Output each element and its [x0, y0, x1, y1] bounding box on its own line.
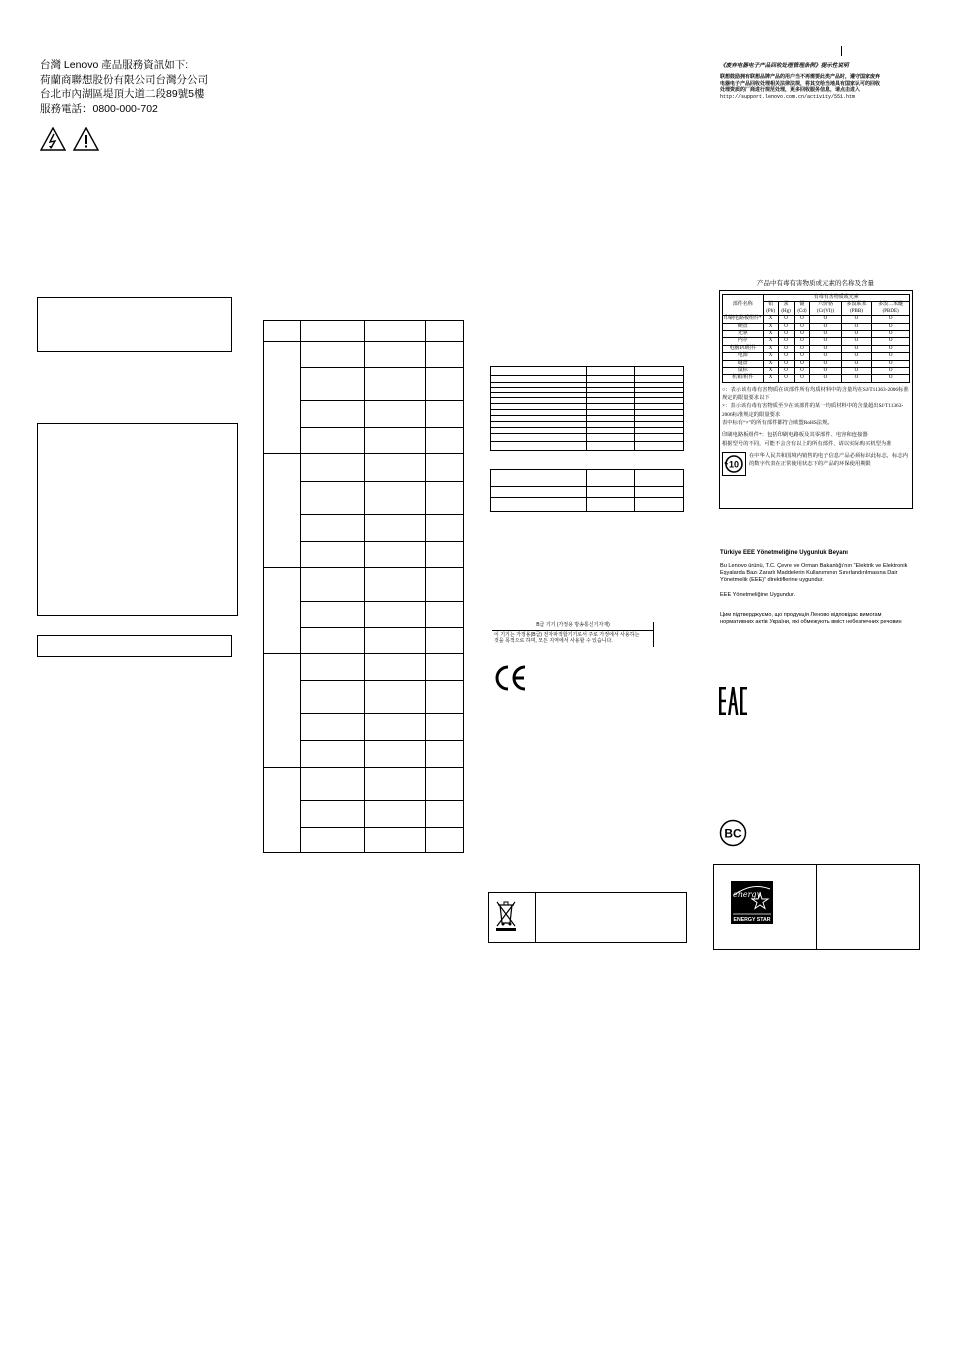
rohs-cell-value: O [778, 375, 794, 382]
crop-mark [841, 46, 842, 56]
electric-shock-warning-icon [40, 127, 66, 151]
rohs-cell-value: O [794, 345, 810, 352]
rohs-cell-value: O [810, 345, 841, 352]
rohs-part-name: 印刷电路板组件* [724, 316, 762, 322]
rohs-cell-value: X [763, 331, 778, 338]
rohs-cell-value: O [872, 360, 910, 367]
rohs-substance-header: 镉(Cd) [794, 302, 810, 316]
rohs-row [723, 375, 910, 382]
rohs-note-mark: 表中标有“×”的所有部件都符合欧盟RoHS法规。 [722, 420, 833, 427]
rohs-cell-value: O [778, 338, 794, 345]
rohs-row [723, 353, 910, 360]
taiwan-line-4: 服務電話：0800-000-702 [40, 102, 158, 115]
rohs-cell-value: O [872, 316, 910, 323]
rohs-header-part: 部件名称 [723, 295, 764, 316]
rohs-cell-value: O [778, 368, 794, 375]
energy-star-divider [816, 864, 817, 950]
rohs-row [723, 338, 910, 345]
rohs-cell-value: O [841, 360, 872, 367]
korea-class-b-notice [492, 622, 654, 647]
empty-grid-table [263, 320, 464, 853]
rohs-cell-value: X [763, 353, 778, 360]
rohs-cell-value: O [778, 345, 794, 352]
rohs-part-name: 电源 [723, 353, 764, 360]
empty-frame-top [37, 297, 232, 352]
turkey-title: Türkiye EEE Yönetmeliğine Uygunluk Beyanı [720, 550, 848, 556]
rohs-cell-value: O [778, 353, 794, 360]
rohs-part-name: 电脑I/O附件 [723, 345, 764, 352]
taiwan-line-1: 台灣 Lenovo 產品服務資訊如下: [40, 59, 189, 71]
rohs-cell-value: O [841, 338, 872, 345]
eac-mark-icon [719, 687, 747, 715]
rohs-cell-value: O [841, 375, 872, 382]
china-recycling-notice [720, 63, 890, 100]
china-recycling-line-2: 电器电子产品回收处理相关法律法规，将其交给当地具有国家认可的回收 [720, 80, 881, 87]
rohs-note-o: ○：表示该有毒有害物质在该部件所有均质材料中的含量均在SJ/T11363-2006标准规定的限量要求以下 [722, 386, 909, 402]
rohs-substance-header: 多溴联苯 (PBB) [841, 302, 872, 316]
rohs-part-name: 键盘 [723, 360, 764, 367]
rohs-part-name: 鼠标 [723, 368, 764, 375]
rohs-cell-value: X [763, 316, 778, 323]
rohs-title: 产品中有毒有害物质或元素的名称及含量 [757, 280, 874, 287]
rohs-cell-value: X [763, 360, 778, 367]
rohs-header-group: 有毒有害物质或元素 [763, 295, 909, 302]
caution-warning-icon [73, 127, 99, 151]
rohs-cell-value: O [794, 368, 810, 375]
rohs-cell-value: O [841, 368, 872, 375]
energy-star-label: ENERGY STAR [733, 917, 771, 923]
rohs-cell-value: O [778, 331, 794, 338]
empty-frame-bottom [37, 635, 232, 657]
bc-mark-text: BC [724, 826, 742, 841]
rohs-row [723, 345, 910, 352]
rohs-row [723, 323, 910, 330]
rohs-cell-value: O [810, 338, 841, 345]
korea-body-line-1: 이 기기는 가정용(B급) 전자파적합기기로서 주로 가정에서 사용하는 [494, 631, 640, 638]
rohs-row [723, 360, 910, 367]
rohs-cell-value: O [794, 316, 810, 323]
rohs-cell-value: O [810, 316, 841, 323]
china-recycling-line-1: 联想鼓励拥有联想品牌产品的用户当不再需要此类产品时，遵守国家废弃 [720, 74, 881, 80]
turkey-paragraph: Bu Lenovo ürünü, T.C. Çevre ve Orman Bakanlığı’nın “Elektrik ve Elektronik Eşyalarda Bazı Zararlı Maddelerin Kullanımının Sınırlandırılmasına Dair Yönetmelik (EEE)” direktiflerine uygundur. [720, 563, 908, 584]
rohs-cell-value: O [794, 331, 810, 338]
rohs-cell-value: O [794, 375, 810, 382]
korea-body-line-2: 것을 목적으로 하며, 모든 지역에서 사용할 수 있습니다. [494, 638, 613, 644]
rohs-cell-value: O [872, 323, 910, 330]
small-grid-table-2 [490, 469, 684, 512]
rohs-cell-value: O [810, 375, 841, 382]
rohs-efup-text: 在中华人民共和国境内销售的电子信息产品必须标识此标志，标志内的数字代表在正常使用状态下的产品的环保使用期限 [749, 452, 908, 467]
taiwan-line-2: 荷蘭商聯想股份有限公司台灣分公司 [40, 73, 208, 86]
rohs-cell-value: O [872, 375, 910, 382]
rohs-cell-value: O [841, 316, 872, 323]
turkey-conformity: EEE Yönetmeliğine Uygundur. [720, 591, 796, 598]
rohs-cell-value: X [763, 368, 778, 375]
efup-number: 10 [728, 459, 740, 470]
rohs-note-x: ×：表示该有毒有害物质至少在该部件的某一均质材料中的含量超出SJ/T11363-2006标准规定的限量要求 [722, 403, 904, 418]
rohs-cell-value: O [810, 331, 841, 338]
rohs-cell-value: O [810, 323, 841, 330]
china-recycling-url: http://support.lenovo.com.cn/activity/551.htm [720, 93, 856, 100]
energy-script-text: energy [732, 890, 762, 899]
energy-star-logo-icon [731, 881, 773, 924]
rohs-row [723, 368, 910, 375]
rohs-cell-value: O [810, 368, 841, 375]
rohs-cell-value: O [841, 353, 872, 360]
efup-10-icon [722, 452, 746, 476]
rohs-note-diff: 根据型号的不同，可能不会含有以上的所有部件，请以实际购买机型为准 [722, 440, 892, 447]
rohs-cell-value: O [794, 338, 810, 345]
ukraine-paragraph: Цим підтверджуємо, що продукція Леново відповідає вимогам нормативних актів України, які обмежують вміст небезпечних речовин [720, 611, 902, 626]
rohs-cell-value: O [778, 316, 794, 323]
rohs-cell-value: O [810, 353, 841, 360]
weee-crossed-bin-icon [494, 898, 518, 932]
rohs-part-name: 硬盘 [723, 323, 764, 330]
taiwan-service-info [40, 58, 208, 116]
rohs-cell-value: O [794, 353, 810, 360]
rohs-cell-value: X [763, 375, 778, 382]
rohs-cell-value: X [763, 323, 778, 330]
rohs-frame [719, 290, 913, 509]
rohs-cell-value: O [872, 331, 910, 338]
rohs-row [723, 316, 910, 323]
rohs-cell-value: O [778, 360, 794, 367]
rohs-cell-value: O [872, 338, 910, 345]
bc-mark-icon [719, 819, 747, 847]
rohs-cell-value: O [810, 360, 841, 367]
rohs-cell-value: O [841, 323, 872, 330]
weee-divider [535, 892, 536, 943]
empty-frame-middle [37, 423, 238, 616]
rohs-part-name: 内存 [723, 338, 764, 345]
turkey-eee-declaration [720, 550, 910, 626]
small-grid-table-1 [490, 366, 684, 451]
rohs-row [723, 331, 910, 338]
rohs-note-pcb: 印刷电路板组件*：包括印刷电路板及其零部件、电容和连接器 [722, 432, 868, 439]
ce-mark-icon [492, 663, 528, 693]
rohs-cell-value: O [841, 345, 872, 352]
rohs-substance-header: 六价铬 (Cr(VI)) [810, 302, 841, 316]
rohs-substance-header: 汞(Hg) [778, 302, 794, 316]
rohs-cell-value: O [872, 368, 910, 375]
rohs-cell-value: X [763, 345, 778, 352]
rohs-part-name: 机箱/附件 [723, 375, 764, 382]
rohs-cell-value: O [794, 323, 810, 330]
rohs-cell-value: O [872, 353, 910, 360]
korea-right-rule [653, 622, 654, 647]
rohs-cell-value: O [778, 323, 794, 330]
rohs-table [722, 294, 910, 383]
taiwan-line-3: 台北市內湖區堤頂大道二段89號5樓 [40, 88, 205, 100]
rohs-substance-header: 多溴二苯醚 (PBDE) [872, 302, 910, 316]
rohs-part-name: 光驱 [723, 331, 764, 338]
rohs-cell-value: X [763, 338, 778, 345]
rohs-cell-value: O [872, 345, 910, 352]
china-recycling-title: 《废弃电器电子产品回收处理管理条例》提示性说明 [720, 63, 849, 69]
china-recycling-line-3: 处理资质的厂商进行规范处理，更多回收服务信息，请点击进入 [720, 87, 861, 93]
rohs-cell-value: O [841, 331, 872, 338]
rohs-cell-value: O [794, 360, 810, 367]
korea-header: B급 기기 (가정용 방송통신기자재) [492, 622, 654, 631]
rohs-substance-header: 铅(Pb) [763, 302, 778, 316]
